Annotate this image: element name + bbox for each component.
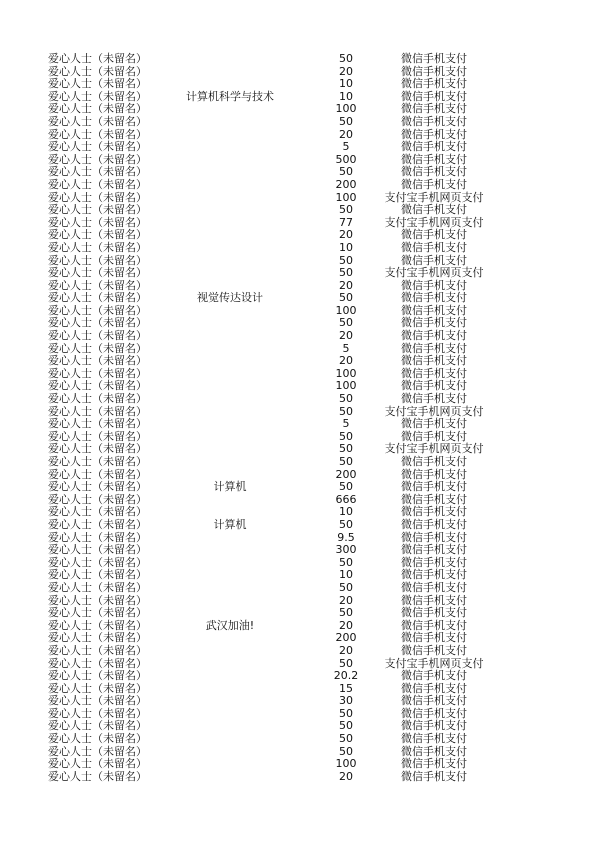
- donor-name: 爱心人士（未留名）: [48, 291, 147, 305]
- payment-method: 微信手机支付: [401, 177, 467, 191]
- payment-method: 微信手机支付: [401, 253, 467, 267]
- donor-name: 爱心人士（未留名）: [48, 64, 147, 78]
- payment-method: 微信手机支付: [401, 669, 467, 683]
- donor-name: 爱心人士（未留名）: [48, 404, 147, 418]
- donation-amount: 5: [342, 417, 350, 431]
- donation-amount: 100: [335, 366, 357, 380]
- donation-row: [0, 607, 600, 620]
- donation-amount: 50: [339, 606, 353, 620]
- donor-name: 爱心人士（未留名）: [48, 392, 147, 406]
- donation-row: [0, 393, 600, 406]
- donation-amount: 20.2: [333, 669, 359, 683]
- donation-amount: 100: [335, 102, 357, 116]
- donation-row: [0, 78, 600, 91]
- payment-method: 微信手机支付: [401, 165, 467, 179]
- payment-method: 微信手机支付: [401, 114, 467, 128]
- donation-row: [0, 645, 600, 658]
- donation-amount: 50: [339, 404, 353, 418]
- donation-row: [0, 582, 600, 595]
- donor-name: 爱心人士（未留名）: [48, 77, 147, 91]
- donor-name: 爱心人士（未留名）: [48, 669, 147, 683]
- donation-amount: 10: [339, 77, 353, 91]
- donor-name: 爱心人士（未留名）: [48, 341, 147, 355]
- payment-method: 微信手机支付: [401, 392, 467, 406]
- donation-amount: 50: [339, 316, 353, 330]
- donation-amount: 100: [335, 757, 357, 771]
- donation-note: 计算机: [213, 517, 247, 531]
- payment-method: 支付宝手机网页支付: [384, 442, 484, 456]
- donor-name: 爱心人士（未留名）: [48, 631, 147, 645]
- donation-amount: 50: [339, 732, 353, 746]
- payment-method: 微信手机支付: [401, 744, 467, 758]
- donation-amount: 50: [339, 455, 353, 468]
- payment-method: 微信手机支付: [401, 316, 467, 330]
- donor-name: 爱心人士（未留名）: [48, 706, 147, 720]
- payment-method: 微信手机支付: [401, 517, 467, 531]
- donation-amount: 10: [339, 89, 353, 103]
- payment-method: 支付宝手机网页支付: [384, 266, 484, 280]
- donation-note: 视觉传达设计: [197, 291, 263, 305]
- donor-name: 爱心人士（未留名）: [48, 732, 147, 746]
- donor-name: 爱心人士（未留名）: [48, 215, 147, 229]
- payment-method: 微信手机支付: [401, 89, 467, 103]
- donation-row: [0, 179, 600, 192]
- donation-note: 武汉加油!: [205, 618, 255, 632]
- donor-name: 爱心人士（未留名）: [48, 240, 147, 254]
- payment-method: 微信手机支付: [401, 455, 467, 468]
- donor-name: 爱心人士（未留名）: [48, 127, 147, 141]
- donation-amount: 77: [339, 215, 353, 229]
- donation-amount: 666: [335, 492, 357, 506]
- donor-name: 爱心人士（未留名）: [48, 580, 147, 594]
- payment-method: 微信手机支付: [401, 618, 467, 632]
- donor-name: 爱心人士（未留名）: [48, 593, 147, 607]
- donation-note: 计算机: [213, 480, 247, 494]
- payment-method: 微信手机支付: [401, 530, 467, 544]
- donor-name: 爱心人士（未留名）: [48, 253, 147, 267]
- donation-amount: 20: [339, 769, 353, 783]
- donation-amount: 50: [339, 392, 353, 406]
- donation-row: [0, 116, 600, 129]
- payment-method: 微信手机支付: [401, 379, 467, 393]
- payment-method: 微信手机支付: [401, 480, 467, 494]
- donation-row: [0, 733, 600, 746]
- donor-name: 爱心人士（未留名）: [48, 606, 147, 620]
- payment-method: 微信手机支付: [401, 341, 467, 355]
- donation-row: [0, 292, 600, 305]
- donor-name: 爱心人士（未留名）: [48, 354, 147, 368]
- donor-name: 爱心人士（未留名）: [48, 530, 147, 544]
- payment-method: 微信手机支付: [401, 732, 467, 746]
- donation-amount: 20: [339, 228, 353, 242]
- payment-method: 微信手机支付: [401, 593, 467, 607]
- donation-row: [0, 544, 600, 557]
- payment-method: 微信手机支付: [401, 631, 467, 645]
- donor-name: 爱心人士（未留名）: [48, 694, 147, 708]
- donation-row: [0, 771, 600, 784]
- donation-amount: 50: [339, 203, 353, 217]
- donor-name: 爱心人士（未留名）: [48, 757, 147, 771]
- donor-name: 爱心人士（未留名）: [48, 89, 147, 103]
- payment-method: 微信手机支付: [401, 203, 467, 217]
- payment-method: 微信手机支付: [401, 366, 467, 380]
- donation-row: [0, 330, 600, 343]
- payment-method: 微信手机支付: [401, 568, 467, 582]
- donor-name: 爱心人士（未留名）: [48, 266, 147, 280]
- donation-amount: 5: [342, 341, 350, 355]
- donation-amount: 50: [339, 291, 353, 305]
- donor-name: 爱心人士（未留名）: [48, 505, 147, 519]
- payment-method: 微信手机支付: [401, 757, 467, 771]
- payment-method: 微信手机支付: [401, 77, 467, 91]
- donation-amount: 20: [339, 64, 353, 78]
- payment-method: 微信手机支付: [401, 240, 467, 254]
- donation-row: [0, 456, 600, 469]
- payment-method: 微信手机支付: [401, 681, 467, 695]
- donor-name: 爱心人士（未留名）: [48, 618, 147, 632]
- payment-method: 微信手机支付: [401, 102, 467, 116]
- donation-row: [0, 418, 600, 431]
- donation-row: [0, 141, 600, 154]
- donation-amount: 50: [339, 266, 353, 280]
- donation-amount: 20: [339, 354, 353, 368]
- donor-name: 爱心人士（未留名）: [48, 769, 147, 783]
- donor-name: 爱心人士（未留名）: [48, 719, 147, 733]
- donation-amount: 20: [339, 278, 353, 292]
- payment-method: 微信手机支付: [401, 228, 467, 242]
- donation-note: 计算机科学与技术: [186, 89, 274, 103]
- donation-amount: 15: [339, 681, 353, 695]
- donation-amount: 50: [339, 517, 353, 531]
- donor-name: 爱心人士（未留名）: [48, 366, 147, 380]
- donor-name: 爱心人士（未留名）: [48, 152, 147, 166]
- donation-amount: 300: [335, 543, 357, 557]
- donation-row: [0, 242, 600, 255]
- donation-amount: 10: [339, 505, 353, 519]
- payment-method: 微信手机支付: [401, 467, 467, 481]
- donation-amount: 200: [335, 631, 357, 645]
- payment-method: 微信手机支付: [401, 543, 467, 557]
- donor-name: 爱心人士（未留名）: [48, 177, 147, 191]
- donation-list: [0, 53, 600, 783]
- payment-method: 微信手机支付: [401, 64, 467, 78]
- payment-method: 微信手机支付: [401, 580, 467, 594]
- donation-amount: 200: [335, 177, 357, 191]
- donor-name: 爱心人士（未留名）: [48, 429, 147, 443]
- donor-name: 爱心人士（未留名）: [48, 480, 147, 494]
- donor-name: 爱心人士（未留名）: [48, 114, 147, 128]
- payment-method: 微信手机支付: [401, 719, 467, 733]
- donation-amount: 20: [339, 593, 353, 607]
- donation-amount: 100: [335, 303, 357, 317]
- donor-name: 爱心人士（未留名）: [48, 140, 147, 154]
- donation-row: [0, 695, 600, 708]
- donation-row: [0, 519, 600, 532]
- payment-method: 微信手机支付: [401, 492, 467, 506]
- donor-name: 爱心人士（未留名）: [48, 102, 147, 116]
- donor-name: 爱心人士（未留名）: [48, 681, 147, 695]
- donor-name: 爱心人士（未留名）: [48, 543, 147, 557]
- donation-amount: 50: [339, 719, 353, 733]
- payment-method: 微信手机支付: [401, 606, 467, 620]
- payment-method: 微信手机支付: [401, 429, 467, 443]
- payment-method: 微信手机支付: [401, 555, 467, 569]
- donation-amount: 20: [339, 127, 353, 141]
- payment-method: 微信手机支付: [401, 505, 467, 519]
- donor-name: 爱心人士（未留名）: [48, 165, 147, 179]
- donation-amount: 50: [339, 580, 353, 594]
- donation-amount: 50: [339, 253, 353, 267]
- donation-amount: 50: [339, 429, 353, 443]
- donation-amount: 50: [339, 114, 353, 128]
- donation-row: [0, 204, 600, 217]
- donation-amount: 50: [339, 555, 353, 569]
- donation-amount: 50: [339, 706, 353, 720]
- donor-name: 爱心人士（未留名）: [48, 303, 147, 317]
- payment-method: 微信手机支付: [401, 329, 467, 343]
- donor-name: 爱心人士（未留名）: [48, 329, 147, 343]
- payment-method: 微信手机支付: [401, 291, 467, 305]
- donation-amount: 10: [339, 568, 353, 582]
- donation-amount: 50: [339, 656, 353, 670]
- donation-amount: 100: [335, 379, 357, 393]
- payment-method: 支付宝手机网页支付: [384, 215, 484, 229]
- payment-method: 微信手机支付: [401, 140, 467, 154]
- donor-name: 爱心人士（未留名）: [48, 190, 147, 204]
- donation-amount: 50: [339, 744, 353, 758]
- donation-amount: 10: [339, 240, 353, 254]
- donation-amount: 500: [335, 152, 357, 166]
- payment-method: 微信手机支付: [401, 643, 467, 657]
- donor-name: 爱心人士（未留名）: [48, 379, 147, 393]
- donor-name: 爱心人士（未留名）: [48, 517, 147, 531]
- payment-method: 微信手机支付: [401, 303, 467, 317]
- donor-name: 爱心人士（未留名）: [48, 442, 147, 456]
- donor-name: 爱心人士（未留名）: [48, 492, 147, 506]
- donation-amount: 20: [339, 329, 353, 343]
- payment-method: 微信手机支付: [401, 52, 467, 65]
- payment-method: 微信手机支付: [401, 706, 467, 720]
- payment-method: 支付宝手机网页支付: [384, 656, 484, 670]
- donation-row: [0, 267, 600, 280]
- donation-amount: 100: [335, 190, 357, 204]
- donation-amount: 9.5: [337, 530, 355, 544]
- payment-method: 微信手机支付: [401, 694, 467, 708]
- donation-amount: 30: [339, 694, 353, 708]
- donation-row: [0, 670, 600, 683]
- donation-row: [0, 53, 600, 66]
- payment-method: 微信手机支付: [401, 769, 467, 783]
- donor-name: 爱心人士（未留名）: [48, 568, 147, 582]
- payment-method: 微信手机支付: [401, 278, 467, 292]
- payment-method: 微信手机支付: [401, 417, 467, 431]
- donor-name: 爱心人士（未留名）: [48, 417, 147, 431]
- donor-name: 爱心人士（未留名）: [48, 656, 147, 670]
- donation-amount: 50: [339, 480, 353, 494]
- donation-amount: 20: [339, 643, 353, 657]
- payment-method: 微信手机支付: [401, 152, 467, 166]
- payment-method: 微信手机支付: [401, 127, 467, 141]
- donation-amount: 200: [335, 467, 357, 481]
- donor-name: 爱心人士（未留名）: [48, 228, 147, 242]
- donation-amount: 50: [339, 442, 353, 456]
- donation-amount: 50: [339, 165, 353, 179]
- donation-amount: 5: [342, 140, 350, 154]
- donation-row: [0, 481, 600, 494]
- payment-method: 微信手机支付: [401, 354, 467, 368]
- donor-name: 爱心人士（未留名）: [48, 316, 147, 330]
- donor-name: 爱心人士（未留名）: [48, 203, 147, 217]
- donor-name: 爱心人士（未留名）: [48, 467, 147, 481]
- donor-name: 爱心人士（未留名）: [48, 643, 147, 657]
- donor-name: 爱心人士（未留名）: [48, 52, 147, 65]
- donor-name: 爱心人士（未留名）: [48, 555, 147, 569]
- donation-row: [0, 355, 600, 368]
- payment-method: 支付宝手机网页支付: [384, 190, 484, 204]
- donor-name: 爱心人士（未留名）: [48, 278, 147, 292]
- donor-name: 爱心人士（未留名）: [48, 455, 147, 468]
- donor-name: 爱心人士（未留名）: [48, 744, 147, 758]
- donation-row: [0, 758, 600, 771]
- donation-amount: 50: [339, 52, 353, 65]
- payment-method: 支付宝手机网页支付: [384, 404, 484, 418]
- donation-amount: 20: [339, 618, 353, 632]
